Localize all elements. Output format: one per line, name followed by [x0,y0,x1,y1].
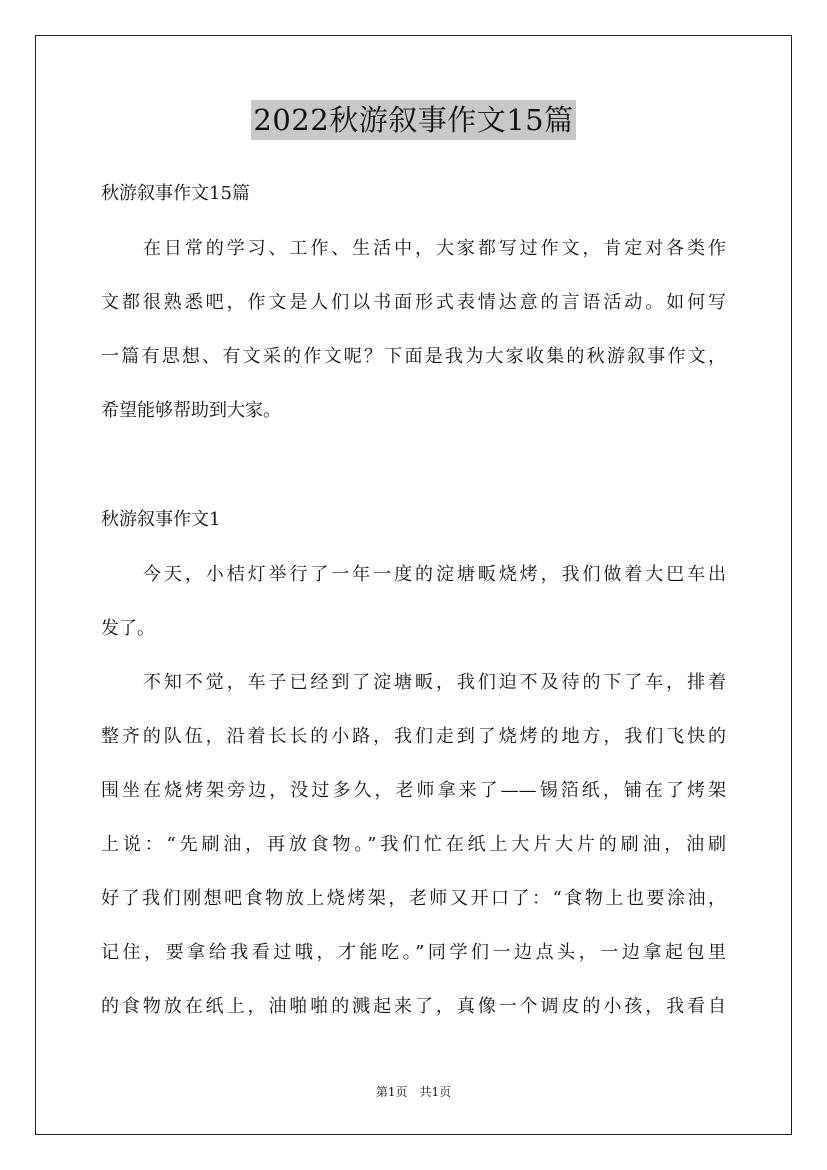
title-wrap [0,100,827,140]
para1-line-1: 今天，小桔灯举行了一年一度的淀塘畈烧烤，我们做着大巴车出 [143,564,726,585]
document-subtitle: 秋游叙事作文15篇 [101,183,250,204]
para2-line-3: 围坐在烧烤架旁边，没过多久，老师拿来了——锡箔纸，铺在了烤架 [101,780,726,801]
intro-line-1: 在日常的学习、工作、生活中，大家都写过作文，肯定对各类作 [143,238,726,259]
section-heading: 秋游叙事作文1 [101,509,221,530]
para2-line-4: 上说：“先刷油，再放食物。”我们忙在纸上大片大片的刷油，油刷 [101,834,726,855]
intro-line-4: 希望能够帮助到大家。 [101,400,281,421]
para2-line-6: 记住，要拿给我看过哦，才能吃。”同学们一边点头，一边拿起包里 [101,942,726,963]
para2-line-5: 好了我们刚想吧食物放上烧烤架，老师又开口了：“食物上也要涂油， [101,888,726,909]
intro-line-2: 文都很熟悉吧，作文是人们以书面形式表情达意的言语活动。如何写 [101,292,726,313]
intro-line-3: 一篇有思想、有文采的作文呢？下面是我为大家收集的秋游叙事作文， [101,346,726,367]
document-title: 2022秋游叙事作文15篇 [251,100,575,140]
para1-line-2: 发了。 [101,618,155,639]
para2-line-7: 的食物放在纸上，油啪啪的溅起来了，真像一个调皮的小孩，我看自 [101,996,726,1017]
para2-line-2: 整齐的队伍，沿着长长的小路，我们走到了烧烤的地方，我们飞快的 [101,726,726,747]
page-footer: 第1页 共1页 [375,1085,452,1099]
para2-line-1: 不知不觉，车子已经到了淀塘畈，我们迫不及待的下了车，排着 [143,672,726,693]
